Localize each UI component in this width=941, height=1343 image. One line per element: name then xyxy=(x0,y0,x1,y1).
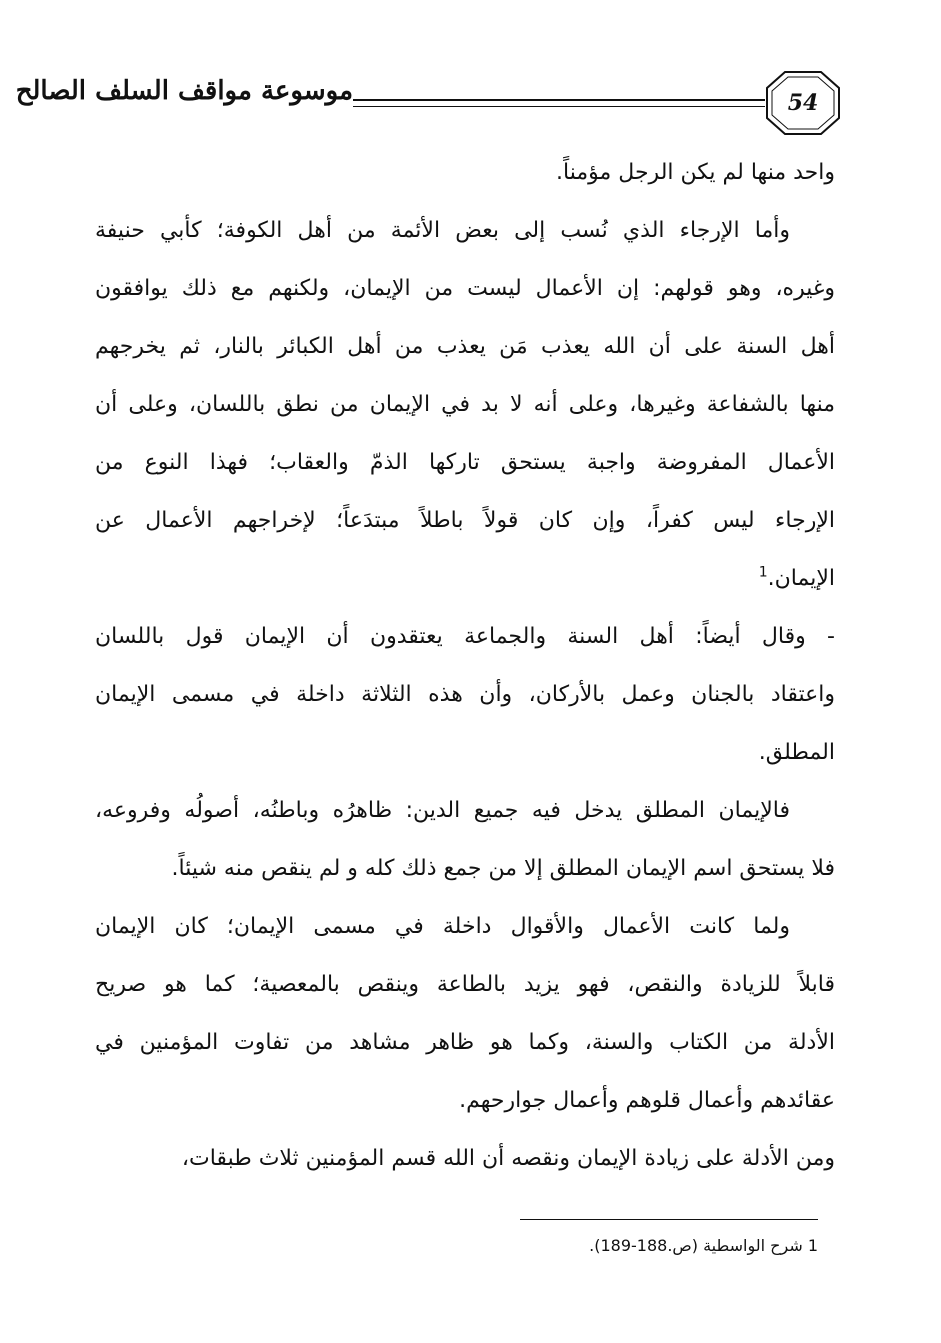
footnote-number: 1 xyxy=(807,1236,818,1255)
text-line-with-footnote xyxy=(95,556,835,614)
text-line: وأما الإرجاء الذي نُسب إلى بعض الأئمة من أهل الكوفة؛ كأبي حنيفة xyxy=(95,218,790,243)
text-line: فالإيمان المطلق يدخل فيه جميع الدين: ظاهرُه وباطنُه، أصولُه وفروعه، xyxy=(95,798,790,823)
text-line: وغيره، وهو قولهم: إن الأعمال ليست من الإيمان، ولكنهم مع ذلك يوافقون xyxy=(95,276,835,301)
page-number-badge xyxy=(765,70,841,136)
text-line: قابلاً للزيادة والنقص، فهو يزيد بالطاعة وينقص بالمعصية؛ كما هو صريح xyxy=(95,972,835,997)
text-line: منها بالشفاعة وغيرها، وعلى أنه لا بد في الإيمان من نطق باللسان، وعلى أن xyxy=(95,392,835,417)
text-line: الأعمال المفروضة واجبة يستحق تاركها الذمّ والعقاب؛ فهذا النوع من xyxy=(95,450,835,475)
text-line: ومن الأدلة على زيادة الإيمان ونقصه أن الله قسم المؤمنين ثلاث طبقات، xyxy=(181,1146,835,1171)
text-line: الإيمان. xyxy=(767,566,835,591)
footnote-text: شرح الواسطية (ص.188-189). xyxy=(589,1236,803,1255)
body-text xyxy=(95,150,835,1194)
series-title: موسوعة مواقف السلف الصالح xyxy=(15,76,353,106)
footnote-reference: 1 xyxy=(758,564,768,581)
page-header xyxy=(15,70,850,142)
footnote xyxy=(400,1236,818,1255)
text-line: واحد منها لم يكن الرجل مؤمناً. xyxy=(556,160,835,185)
text-line: الإرجاء ليس كفراً، وإن كان قولاً باطلاً مبتدَعاً؛ لإخراجهم الأعمال عن xyxy=(95,508,835,533)
footnote-separator xyxy=(520,1219,818,1220)
text-line: - وقال أيضاً: أهل السنة والجماعة يعتقدون أن الإيمان قول باللسان xyxy=(95,624,835,649)
header-rule xyxy=(353,99,765,107)
text-line: الأدلة من الكتاب والسنة، وكما هو ظاهر مشاهد من تفاوت المؤمنين في xyxy=(95,1030,835,1055)
text-line: المطلق. xyxy=(758,740,835,765)
text-line: أهل السنة على أن الله يعذب مَن يعذب من أهل الكبائر بالنار، ثم يخرجهم xyxy=(95,334,835,359)
page-number: 54 xyxy=(787,90,819,116)
text-line: واعتقاد بالجنان وعمل بالأركان، وأن هذه الثلاثة داخلة في مسمى الإيمان xyxy=(95,682,835,707)
text-line: عقائدهم وأعمال قلوهم وأعمال جوارحهم. xyxy=(459,1088,835,1113)
text-line: فلا يستحق اسم الإيمان المطلق إلا من جمع ذلك كله و لم ينقص منه شيئاً. xyxy=(171,856,835,881)
text-line: ولما كانت الأعمال والأقوال داخلة في مسمى الإيمان؛ كان الإيمان xyxy=(95,914,790,939)
